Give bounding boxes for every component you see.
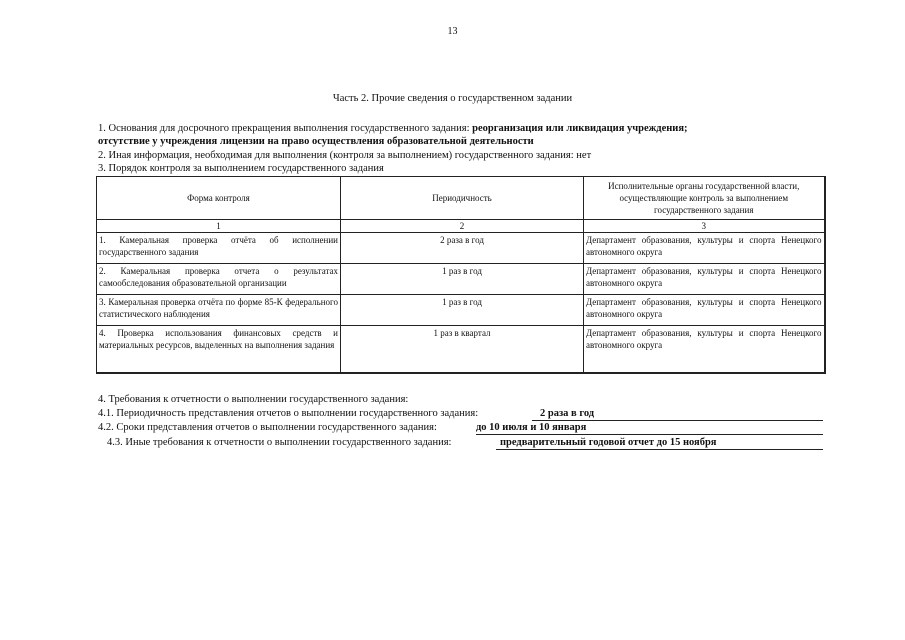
col-number-3: 3 <box>584 220 825 233</box>
table-row <box>97 264 825 295</box>
req-4-2-label: 4.2. Сроки представления отчетов о выполнении государственного задания: <box>98 422 437 433</box>
req-4-1-value: 2 раза в год <box>532 407 823 421</box>
section-4-title: 4. Требования к отчетности о выполнении государственного задания: <box>98 394 409 405</box>
row-1-form: 1. Камеральная проверка отчёта об исполнении государственного задания <box>97 233 341 264</box>
header-org: Исполнительные органы государственной власти, осуществляющие контроль за выполнением государственного задания <box>584 177 825 220</box>
req-4-1-label: 4.1. Периодичность представления отчетов о выполнении государственного задания: <box>98 408 479 419</box>
row-4-form: 4. Проверка использования финансовых средств и материальных ресурсов, выделенных на выполнения задания <box>97 326 341 374</box>
page-number: 13 <box>447 26 458 37</box>
table-header-row <box>97 177 825 220</box>
section-1-prefix: 1. Основания для досрочного прекращения выполнения государственного задания: <box>98 123 473 134</box>
row-1-org: Департамент образования, культуры и спорта Ненецкого автономного округа <box>584 233 825 264</box>
row-1-period: 2 раза в год <box>341 233 584 264</box>
control-table <box>96 176 826 374</box>
col-number-2: 2 <box>341 220 584 233</box>
section-3-title: 3. Порядок контроля за выполнением государственного задания <box>98 163 384 174</box>
section-1-reason-1: реорганизация или ликвидация учреждения; <box>472 123 688 134</box>
row-3-form: 3. Камеральная проверка отчёта по форме 85-К федерального статистического наблюдения <box>97 295 341 326</box>
section-1-reason-2: отсутствие у учреждения лицензии на право осуществления образовательной деятельности <box>98 136 534 147</box>
row-2-period: 1 раз в год <box>341 264 584 295</box>
row-3-org: Департамент образования, культуры и спорта Ненецкого автономного округа <box>584 295 825 326</box>
req-4-2-value: до 10 июля и 10 января <box>476 421 823 435</box>
row-2-org: Департамент образования, культуры и спорта Ненецкого автономного округа <box>584 264 825 295</box>
row-4-org: Департамент образования, культуры и спорта Ненецкого автономного округа <box>584 326 825 374</box>
table-row <box>97 295 825 326</box>
row-4-period: 1 раз в квартал <box>341 326 584 374</box>
req-4-3-value: предварительный годовой отчет до 15 ноября <box>496 436 823 450</box>
table-row <box>97 326 825 374</box>
req-4-3-label: 4.3. Иные требования к отчетности о выполнении государственного задания: <box>107 437 452 448</box>
table-row <box>97 233 825 264</box>
row-3-period: 1 раз в год <box>341 295 584 326</box>
header-form: Форма контроля <box>97 177 341 220</box>
table-number-row <box>97 220 825 233</box>
section-2-other-info: 2. Иная информация, необходимая для выполнения (контроля за выполнением) государственного задания: нет <box>98 150 592 161</box>
col-number-1: 1 <box>97 220 341 233</box>
section-1-line-1 <box>98 122 688 135</box>
header-period: Периодичность <box>341 177 584 220</box>
row-2-form: 2. Камеральная проверка отчета о результатах самообследования образовательной организации <box>97 264 341 295</box>
part-title: Часть 2. Прочие сведения о государственном задании <box>332 93 573 104</box>
